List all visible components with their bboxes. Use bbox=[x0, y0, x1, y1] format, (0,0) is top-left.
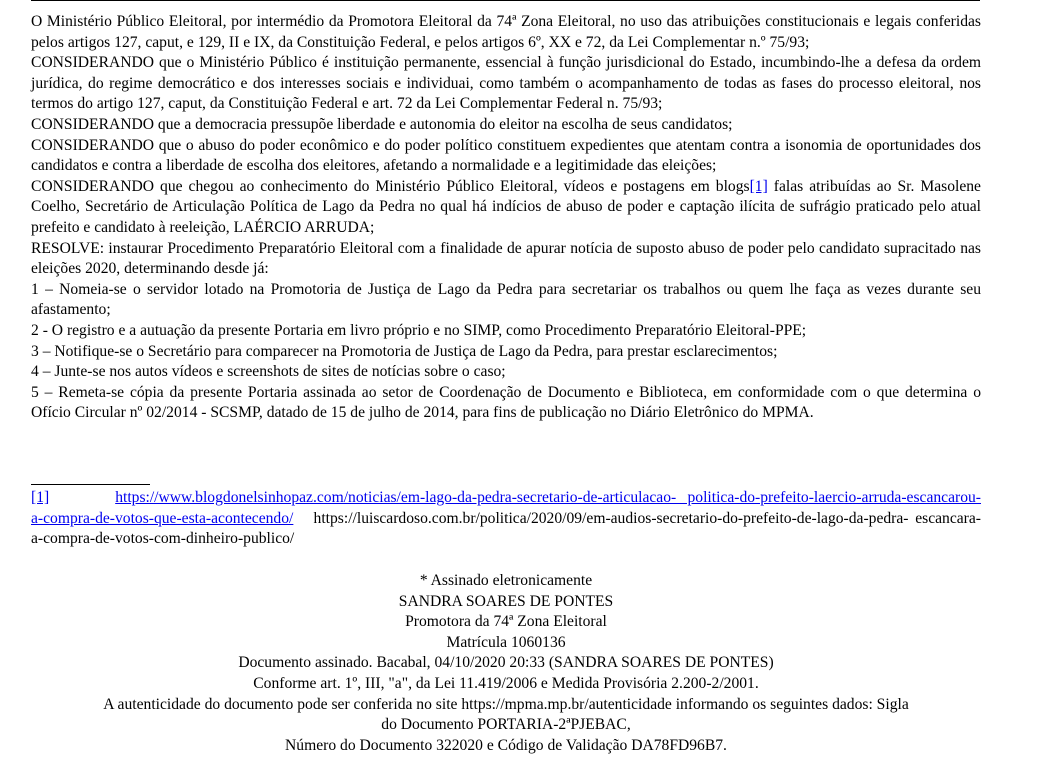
signature-datetime: Documento assinado. Bacabal, 04/10/2020 20:33 (SANDRA SOARES DE PONTES) bbox=[238, 654, 774, 672]
legal-basis: Conforme art. 1º, III, "a", da Lei 11.419/2006 e Medida Provisória 2.200-2/2001. bbox=[253, 674, 759, 692]
resolution-item-3: 3 – Notifique-se o Secretário para comparecer na Promotoria de Justiça de Lago da Pedra, para prestar esclarecimentos; bbox=[31, 342, 778, 360]
footnote-number-link[interactable]: [1] bbox=[31, 489, 50, 506]
signer-name: SANDRA SOARES DE PONTES bbox=[398, 592, 614, 610]
footnote-second-url: https://luiscardoso.com.br/politica/2020/09/em-audios-secretario-do-prefeito-de-lago-da-pedra- escancara-a-compra-de-votos-com-dinheiro-publico/ bbox=[31, 509, 981, 548]
footnote-blog-link[interactable]: https://www.blogdonelsinhopaz.com/noticias/em-lago-da-pedra-secretario-de-articulacao- politica-do-prefeito-laercio-arruda-escancarou-a-compra-de-votos-que-esta-acontecendo/ bbox=[31, 489, 981, 527]
signature-block bbox=[31, 571, 981, 756]
footnote bbox=[31, 488, 981, 550]
considerando-paragraph-3: CONSIDERANDO que o abuso do poder econômico e do poder político constituem expedientes que atentam contra a isonomia de oportunidades dos candidatos e contra a liberdade de escolha dos eleitores, afetando a normalidade e a legitimidade das eleições; bbox=[31, 136, 981, 175]
top-divider bbox=[31, 0, 980, 1]
authenticity-line-1: A autenticidade do documento pode ser conferida no site https://mpma.mp.br/autenticidade informando os seguintes dados: Sigla bbox=[103, 695, 909, 713]
intro-paragraph: O Ministério Público Eleitoral, por intermédio da Promotora Eleitoral da 74ª Zona Eleitoral, no uso das atribuições constitucionais e legais conferidas pelos artigos 127, caput, e 129, II e IX, da Constituição Federal, e pelos artigos 6º, XX e 72, da Lei Complementar n.º 75/93; bbox=[31, 13, 981, 51]
authenticity-line-3: Número do Documento 322020 e Código de Validação DA78FD96B7. bbox=[285, 736, 727, 754]
footnote-reference-link[interactable]: [1] bbox=[749, 177, 768, 195]
considerando-4-text-start: CONSIDERANDO que chegou ao conhecimento do Ministério Público Eleitoral, vídeos e postagens em blogs bbox=[31, 177, 750, 195]
resolve-paragraph: RESOLVE: instaurar Procedimento Preparatório Eleitoral com a finalidade de apurar notícia de suposto abuso de poder pelo candidato supracitado nas eleições 2020, determinando desde já: bbox=[31, 239, 981, 278]
resolution-item-1: 1 – Nomeia-se o servidor lotado na Promotoria de Justiça de Lago da Pedra para secretariar os trabalhos ou quem lhe faça as vezes durante seu afastamento; bbox=[31, 280, 981, 319]
resolution-item-4: 4 – Junte-se nos autos vídeos e screenshots de sites de notícias sobre o caso; bbox=[31, 363, 506, 381]
signer-role: Promotora da 74ª Zona Eleitoral bbox=[405, 613, 607, 631]
considerando-paragraph-1: CONSIDERANDO que o Ministério Público é instituição permanente, essencial à função jurisdicional do Estado, incumbindo-lhe a defesa da ordem jurídica, do regime democrático e dos interesses sociais e individuai, como também o acompanhamento de todas as fases do processo eleitoral, nos termos do artigo 127, caput, da Constituição Federal e art. 72 da Lei Complementar Federal n. 75/93; bbox=[31, 54, 981, 113]
authenticity-line-2: do Documento PORTARIA-2ªPJEBAC, bbox=[381, 716, 631, 734]
considerando-4-text-end: falas atribuídas ao Sr. Masolene Coelho, Secretário de Articulação Política de Lago da Pedra no qual há indícios de abuso de poder e captação ilícita de sufrágio praticado pelo atual prefeito e candidato à reeleição, LAÉRCIO ARRUDA; bbox=[31, 177, 981, 236]
document-body bbox=[31, 12, 981, 424]
resolution-item-5: 5 – Remeta-se cópia da presente Portaria assinada ao setor de Coordenação de Documento e Biblioteca, em conformidade com o que determina o Ofício Circular nº 02/2014 - SCSMP, datado de 15 de julho de 2014, para fins de publicação no Diário Eletrônico do MPMA. bbox=[31, 383, 981, 422]
signer-registration: Matrícula 1060136 bbox=[446, 633, 566, 651]
resolution-item-2: 2 - O registro e a autuação da presente Portaria em livro próprio e no SIMP, como Procedimento Preparatório Eleitoral-PPE; bbox=[31, 321, 807, 339]
considerando-paragraph-4 bbox=[31, 177, 981, 239]
signed-electronically-label: * Assinado eletronicamente bbox=[419, 572, 593, 589]
footnote-separator bbox=[31, 484, 150, 485]
considerando-paragraph-2: CONSIDERANDO que a democracia pressupõe liberdade e autonomia do eleitor na escolha de seus candidatos; bbox=[31, 115, 733, 133]
